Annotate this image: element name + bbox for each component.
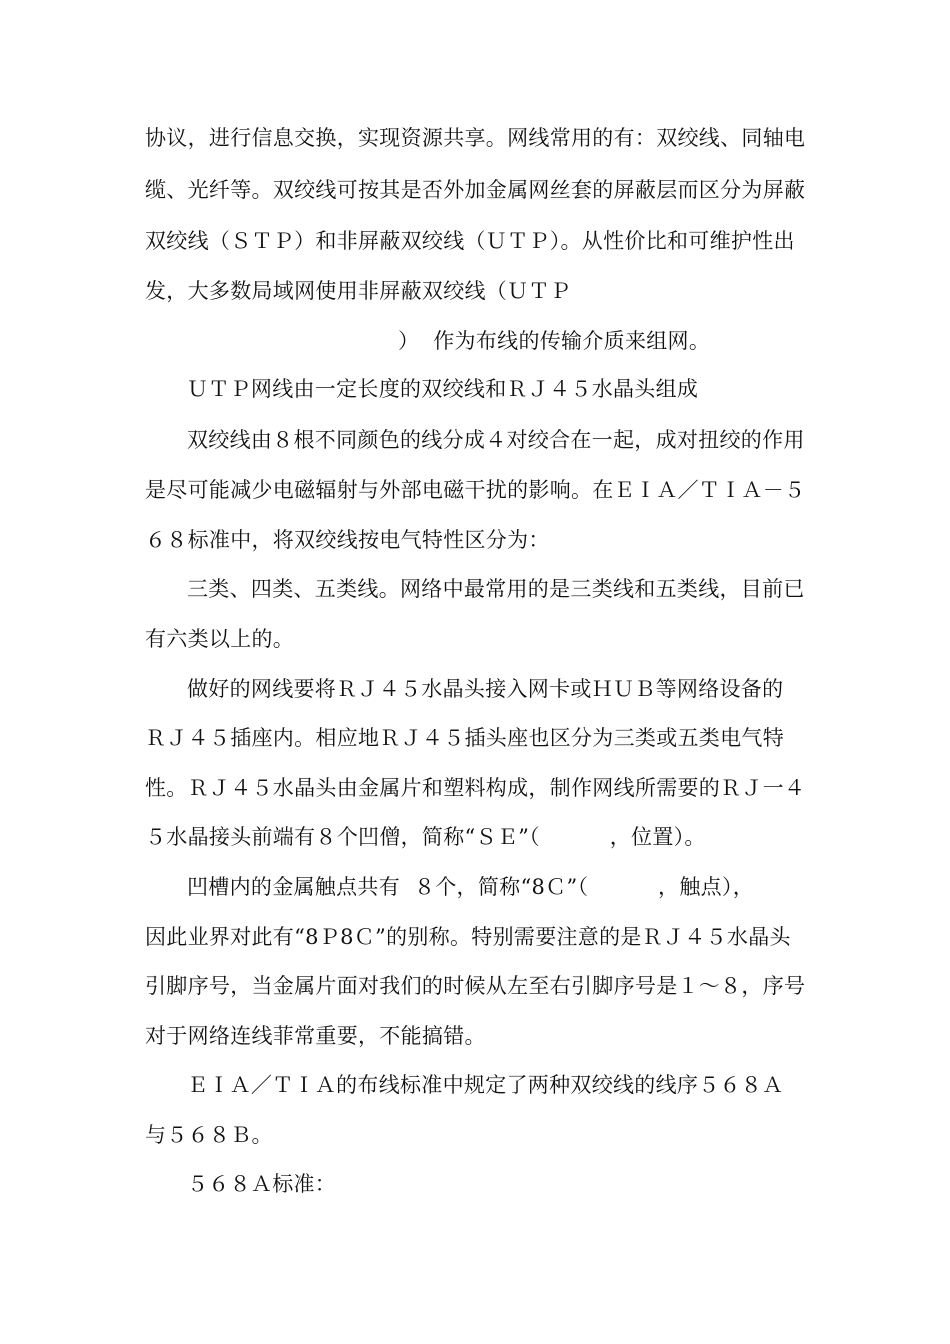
text-line: 凹槽内的金属触点共有 ８个，简称“8Ｃ”（ ，触点）， — [187, 875, 755, 899]
text-line: 缆、光纤等。双绞线可按其是否外加金属网丝套的屏蔽层而区分为屏蔽 — [145, 178, 806, 202]
text-line: 对于网络连线菲常重要，不能搞错。 — [145, 1024, 486, 1048]
text-line: ＲＪ４５插座内。相应地ＲＪ４５插头座也区分为三类或五类电气特 — [145, 726, 784, 750]
text-line: 因此业界对此有“8Ｐ8Ｃ”的别称。特别需要注意的是ＲＪ４５水晶头 — [145, 925, 791, 949]
text-line: 双绞线由８根不同颜色的线分成４对绞合在一起，成对扭绞的作用 — [187, 428, 805, 452]
text-line: ５水晶接头前端有８个凹僧，简称“ＳＥ”（ ，位置）。 — [145, 825, 706, 849]
text-line: 是尽可能减少电磁辐射与外部电磁干扰的影响。在ＥＩＡ／ＴＩＡ－５ — [145, 478, 806, 502]
text-line: ５６８Ａ标准： — [187, 1172, 337, 1196]
text-line: ＥＩＡ／ＴＩＡ的布线标准中规定了两种双绞线的线序５６８Ａ — [187, 1073, 784, 1097]
text-line: 做好的网线要将ＲＪ４５水晶头接入网卡或ＨＵＢ等网络设备的 — [187, 677, 784, 701]
text-line: ６８标准中，将双绞线按电气特性区分为： — [145, 528, 550, 552]
text-line: ＵＴＰ网线由一定长度的双绞线和ＲＪ４５水晶头组成 — [187, 377, 699, 401]
text-line: 与５６８Ｂ。 — [145, 1123, 273, 1147]
text-line: ） 作为布线的传输介质来组网。 — [398, 329, 711, 353]
text-line: 协议，进行信息交换，实现资源共享。网线常用的有：双绞线、同轴电 — [145, 126, 806, 150]
text-line: 引脚序号，当金属片面对我们的时候从左至右引脚序号是１～８，序号 — [145, 974, 806, 998]
text-line: 性。ＲＪ４５水晶头由金属片和塑料构成，制作网线所需要的ＲＪ一４ — [145, 776, 806, 800]
text-line: 三类、四类、五类线。网络中最常用的是三类线和五类线，目前已 — [187, 577, 805, 601]
text-line: 双绞线（ＳＴＰ）和非屏蔽双绞线（ＵＴＰ）。从性价比和可维护性出 — [145, 229, 795, 253]
text-line: 发，大多数局域网使用非屏蔽双绞线（ＵＴＰ — [145, 279, 571, 303]
text-line: 有六类以上的。 — [145, 627, 295, 651]
